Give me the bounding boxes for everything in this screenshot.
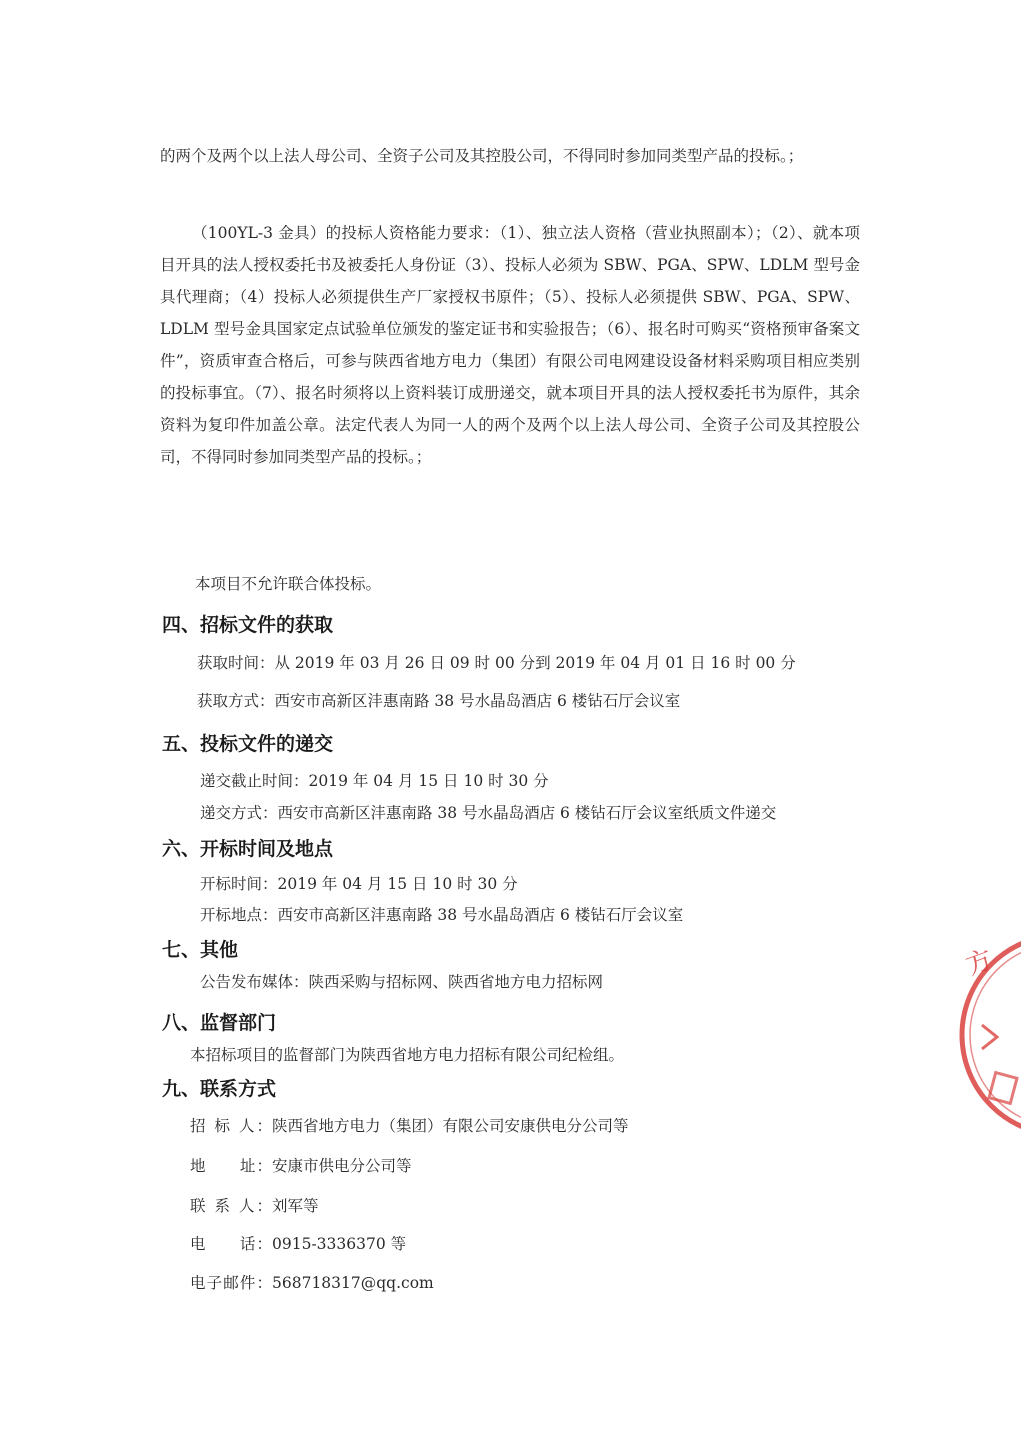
- section-5-title: 五、投标文件的递交: [162, 733, 334, 755]
- contact-value: 刘军等: [272, 1197, 319, 1215]
- section-4-title: 四、招标文件的获取: [162, 614, 334, 636]
- section-6-place: 开标地点：西安市高新区沣惠南路 38 号水晶岛酒店 6 楼钻石厅会议室: [200, 906, 684, 924]
- contact-label: 电 话：: [190, 1235, 272, 1253]
- contact-value: 安康市供电分公司等: [272, 1157, 412, 1175]
- contact-value: 0915-3336370 等: [272, 1235, 407, 1253]
- section-4-method: 获取方式：西安市高新区沣惠南路 38 号水晶岛酒店 6 楼钻石厅会议室: [197, 692, 681, 710]
- section-9-title: 九、联系方式: [162, 1078, 277, 1100]
- section-5-method: 递交方式：西安市高新区沣惠南路 38 号水晶岛酒店 6 楼钻石厅会议室纸质文件递交: [200, 804, 777, 822]
- seal-glyph: 方: [962, 944, 997, 982]
- paragraph-qualification: （100YL-3 金具）的投标人资格能力要求：（1）、独立法人资格（营业执照副本）；（2）、就本项目开具的法人授权委托书及被委托人身份证（3）、投标人必须为 SBW、PGA、SPW、LDLM 型号金具代理商；（4）投标人必须提供生产厂家授权书原件；（5）、投标人必须提供 SBW、PGA、SPW、LDLM 型号金具国家定点试验单位颁发的鉴定证书和实验报告；（6）、报名时可购买“资格预审备案文件”，资质审查合格后，可参与陕西省地方电力（集团）有限公司电网建设设备材料采购项目相应类别的投标事宜。（7）、报名时须将以上资料装订成册递交，就本项目开具的法人授权委托书为原件，其余资料为复印件加盖公章。法定代表人为同一人的两个及两个以上法人母公司、全资子公司及其控股公司，不得同时参加同类型产品的投标。；: [160, 224, 860, 466]
- official-seal-stamp: [952, 925, 1021, 1145]
- contact-label: 招 标 人：: [190, 1117, 272, 1135]
- contact-value: 568718317@qq.com: [272, 1274, 434, 1292]
- contact-row-person: [190, 1194, 319, 1216]
- contact-row-tenderer: [190, 1114, 629, 1136]
- contact-label: 联 系 人：: [190, 1197, 272, 1215]
- paragraph-no-consortium: 本项目不允许联合体投标。: [195, 575, 382, 593]
- section-8-text: 本招标项目的监督部门为陕西省地方电力招标有限公司纪检组。: [190, 1046, 625, 1064]
- paragraph-continuation: 的两个及两个以上法人母公司、全资子公司及其控股公司，不得同时参加同类型产品的投标。；: [160, 147, 804, 165]
- section-6-time: 开标时间：2019 年 04 月 15 日 10 时 30 分: [200, 875, 518, 893]
- section-5-deadline: 递交截止时间：2019 年 04 月 15 日 10 时 30 分: [200, 772, 549, 790]
- section-8-title: 八、监督部门: [162, 1012, 277, 1034]
- contact-value: 陕西省地方电力（集团）有限公司安康供电分公司等: [272, 1117, 629, 1135]
- contact-row-address: [190, 1154, 412, 1176]
- contact-row-phone: [190, 1232, 406, 1254]
- section-6-title: 六、开标时间及地点: [162, 838, 334, 860]
- contact-label: 地 址：: [190, 1157, 272, 1175]
- contact-row-email: [190, 1271, 434, 1293]
- contact-label: 电子邮件：: [190, 1274, 272, 1292]
- section-7-media: 公告发布媒体：陕西采购与招标网、陕西省地方电力招标网: [200, 973, 604, 991]
- section-7-title: 七、其他: [162, 939, 239, 961]
- section-4-time: 获取时间：从 2019 年 03 月 26 日 09 时 00 分到 2019 年 04 月 01 日 16 时 00 分: [197, 654, 796, 672]
